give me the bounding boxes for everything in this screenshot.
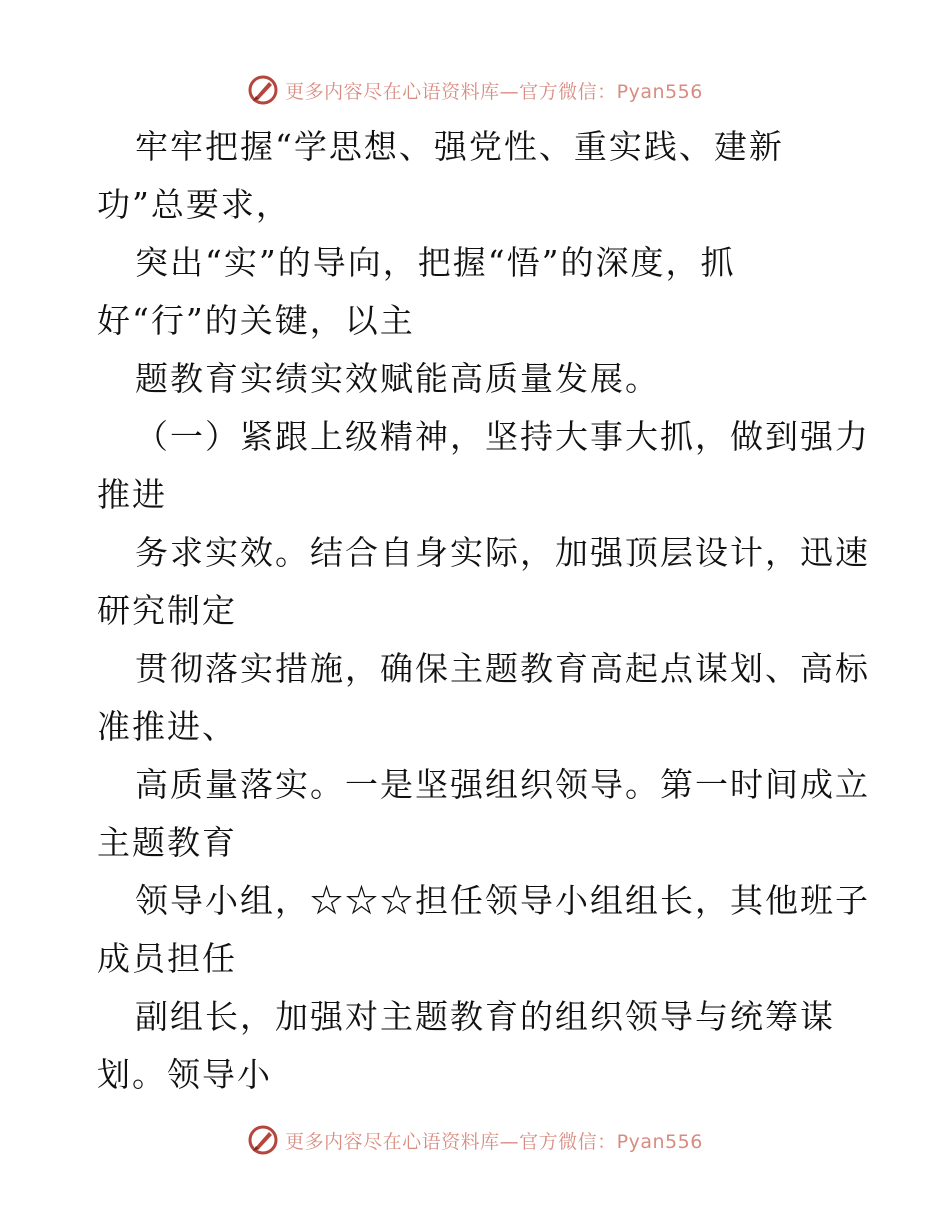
- text-line: （一）紧跟上级精神，坚持大事大抓，做到强力: [135, 417, 870, 456]
- text-line: 成员担任: [97, 939, 237, 978]
- text-line: 准推进、: [97, 707, 237, 746]
- text-line: 领导小组，☆☆☆担任领导小组组长，其他班子: [135, 881, 870, 920]
- text-line: 贯彻落实措施，确保主题教育高起点谋划、高标: [135, 649, 870, 688]
- text-line: 题教育实绩实效赋能高质量发展。: [135, 359, 660, 398]
- text-line: 牢牢把握“学思想、强党性、重实践、建新: [135, 127, 784, 166]
- text-line: 划。领导小: [97, 1055, 272, 1094]
- text-line: 研究制定: [97, 591, 237, 630]
- watermark-header: [0, 70, 950, 110]
- watermark-footer: [0, 1120, 950, 1160]
- text-line: 功”总要求，: [97, 185, 291, 224]
- text-line: 突出“实”的导向，把握“悟”的深度，抓: [135, 243, 736, 282]
- watermark-text: 更多内容尽在心语资料库—官方微信：Pyan556: [285, 1130, 703, 1153]
- text-line: 高质量落实。一是坚强组织领导。第一时间成立: [135, 765, 870, 804]
- text-line: 好“行”的关键，以主: [97, 301, 415, 340]
- quill-logo-icon: [247, 74, 279, 106]
- watermark-text: 更多内容尽在心语资料库—官方微信：Pyan556: [285, 80, 703, 103]
- text-line: 主题教育: [97, 823, 237, 862]
- quill-logo-icon: [247, 1124, 279, 1156]
- text-line: 务求实效。结合自身实际，加强顶层设计，迅速: [135, 533, 870, 572]
- text-line: 推进: [97, 475, 167, 514]
- text-line: 副组长，加强对主题教育的组织领导与统筹谋: [135, 997, 835, 1036]
